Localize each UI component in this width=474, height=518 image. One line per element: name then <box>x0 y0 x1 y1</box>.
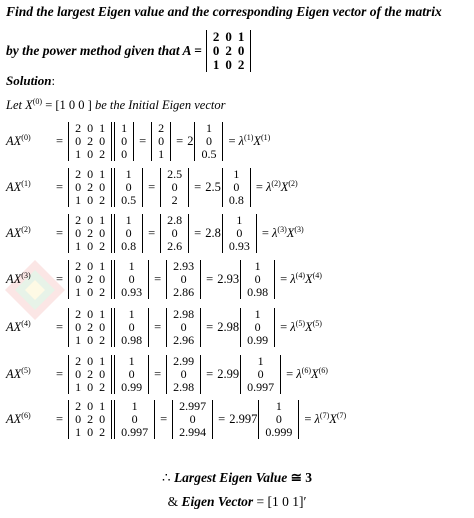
equals-sign: = <box>154 320 162 334</box>
matrix-a-cell: 2 <box>212 29 220 44</box>
equals-sign: = <box>154 367 162 381</box>
equals-sign: = <box>160 412 168 426</box>
step-lhs: AX$^{(1)}$ <box>6 178 31 194</box>
equals-sign: = <box>194 180 202 194</box>
vector-x: 1 0 0.5 <box>114 168 143 207</box>
normalized-vector: 1 0 0.997 <box>240 355 281 394</box>
vector-x: 1 0 0.99 <box>114 355 149 394</box>
eigen-rhs: = $\lambda^{(7)}X^{(7)}$ <box>304 410 347 426</box>
equals-sign: = <box>56 134 64 148</box>
matrix-a-cell: 0 <box>212 43 220 58</box>
matrix-a-copy: 2 0 1 0 2 0 1 0 2 <box>68 214 112 253</box>
normalized-vector: 1 0 0.98 <box>240 260 275 299</box>
step-lhs: AX$^{(0)}$ <box>6 132 31 148</box>
equals-sign: = <box>176 134 184 148</box>
product-vector: 2.93 0 2.86 <box>166 260 201 299</box>
step-lhs: AX$^{(3)}$ <box>6 270 31 286</box>
matrix-a <box>206 30 252 72</box>
question-line-2 <box>6 30 251 72</box>
iteration-step <box>6 355 332 394</box>
matrix-a-cell: 0 <box>225 29 232 44</box>
matrix-a-copy: 2 0 1 0 2 0 1 0 2 <box>68 400 112 439</box>
product-vector: 2.98 0 2.96 <box>166 308 201 347</box>
matrix-a-cell: 2 <box>225 43 232 58</box>
step-lhs: AX$^{(2)}$ <box>6 224 31 240</box>
normalized-vector: 1 0 0.999 <box>258 400 299 439</box>
matrix-a-copy: 2 0 1 0 2 0 1 0 2 <box>68 355 112 394</box>
eigen-rhs: = $\lambda^{(5)}X^{(5)}$ <box>280 318 322 334</box>
equals-sign: = <box>56 226 64 240</box>
equals-sign: = <box>194 226 202 240</box>
normalized-vector: 1 0 0.93 <box>222 214 257 253</box>
scalar-factor: 2.5 <box>205 180 221 194</box>
equals-sign: = <box>56 367 64 381</box>
matrix-a-copy: 2 0 1 0 2 0 1 0 2 <box>68 260 112 299</box>
step-lhs: AX$^{(4)}$ <box>6 318 31 334</box>
question-line-1: Find the largest Eigen value and the corresponding Eigen vector of the matrix <box>6 4 442 19</box>
iteration-step <box>6 168 302 207</box>
iteration-step <box>6 122 274 161</box>
eigen-rhs: = $\lambda^{(3)}X^{(3)}$ <box>261 224 304 240</box>
scalar-factor: 2.8 <box>205 226 221 240</box>
normalized-vector: 1 0 0.8 <box>222 168 251 207</box>
equals-sign: = <box>218 412 226 426</box>
iteration-step <box>6 400 350 439</box>
eigen-rhs: = $\lambda^{(2)}X^{(2)}$ <box>255 178 298 194</box>
eigen-rhs: = $\lambda^{(6)}X^{(6)}$ <box>286 365 328 381</box>
vector-x: 1 0 0.8 <box>114 214 143 253</box>
initial-vector-text: be the Initial Eigen vector <box>94 98 226 112</box>
matrix-a-copy: 2 0 1 0 2 0 1 0 2 <box>68 122 112 161</box>
equals-sign: = <box>56 320 64 334</box>
eigen-rhs: = $\lambda^{(4)}X^{(4)}$ <box>280 270 322 286</box>
normalized-vector: 1 0 0.99 <box>240 308 275 347</box>
equals-sign: = <box>206 367 214 381</box>
equals-sign: = <box>56 412 64 426</box>
scalar-factor: 2.98 <box>217 320 240 334</box>
scalar-factor: 2.93 <box>217 272 240 286</box>
equals-sign: = <box>56 180 64 194</box>
solution-label: Solution <box>6 73 52 88</box>
initial-vector: [1 0 0 ] <box>55 98 92 112</box>
equals-sign: = <box>206 320 214 334</box>
product-vector: 2.997 0 2.994 <box>172 400 213 439</box>
matrix-a-cell: 0 <box>237 43 245 58</box>
equals-sign: = <box>206 272 214 286</box>
iteration-step <box>6 260 326 299</box>
vector-x: 1 0 0 <box>114 122 134 161</box>
vector-x: 1 0 0.98 <box>114 308 149 347</box>
scalar-factor: 2.997 <box>229 412 258 426</box>
matrix-a-cell: 1 <box>212 57 220 72</box>
eigen-rhs: = $\lambda^{(1)}X^{(1)}$ <box>228 132 271 148</box>
largest-eigen-value: ∴ Largest Eigen Value ≅ 3 <box>161 470 313 485</box>
iteration-step <box>6 214 308 253</box>
step-lhs: AX$^{(5)}$ <box>6 365 31 381</box>
matrix-a-copy: 2 0 1 0 2 0 1 0 2 <box>68 308 112 347</box>
matrix-a-cell: 1 <box>237 29 245 44</box>
product-vector: 2.5 0 2 <box>160 168 189 207</box>
equals-sign: = <box>56 272 64 286</box>
equals-sign: = <box>148 180 156 194</box>
vector-x: 1 0 0.93 <box>114 260 149 299</box>
equals-sign: = <box>148 226 156 240</box>
initial-vector-line: Let $X^{(0)} = [1$ 0 0 ] be the Initial Eigen vector <box>6 96 226 112</box>
matrix-a-cell: 0 <box>225 57 232 72</box>
eigen-vector-result: & Eigen Vector = [1 0 1]′ <box>167 494 307 509</box>
matrix-a-cell: 2 <box>237 57 245 72</box>
iteration-step <box>6 308 326 347</box>
scalar-factor: 2 <box>187 134 194 148</box>
product-vector: 2.8 0 2.6 <box>160 214 189 253</box>
question-line-2-text: by the power method given that A = <box>6 43 202 58</box>
scalar-factor: 2.99 <box>217 367 240 381</box>
step-lhs: AX$^{(6)}$ <box>6 410 31 426</box>
product-vector: 2.99 0 2.98 <box>166 355 201 394</box>
matrix-a-copy: 2 0 1 0 2 0 1 0 2 <box>68 168 112 207</box>
product-vector: 2 0 1 <box>151 122 171 161</box>
solution-heading: Solution: <box>6 73 56 88</box>
normalized-vector: 1 0 0.5 <box>194 122 223 161</box>
equals-sign: = <box>139 134 147 148</box>
equals-sign: = <box>154 272 162 286</box>
vector-x: 1 0 0.997 <box>114 400 155 439</box>
